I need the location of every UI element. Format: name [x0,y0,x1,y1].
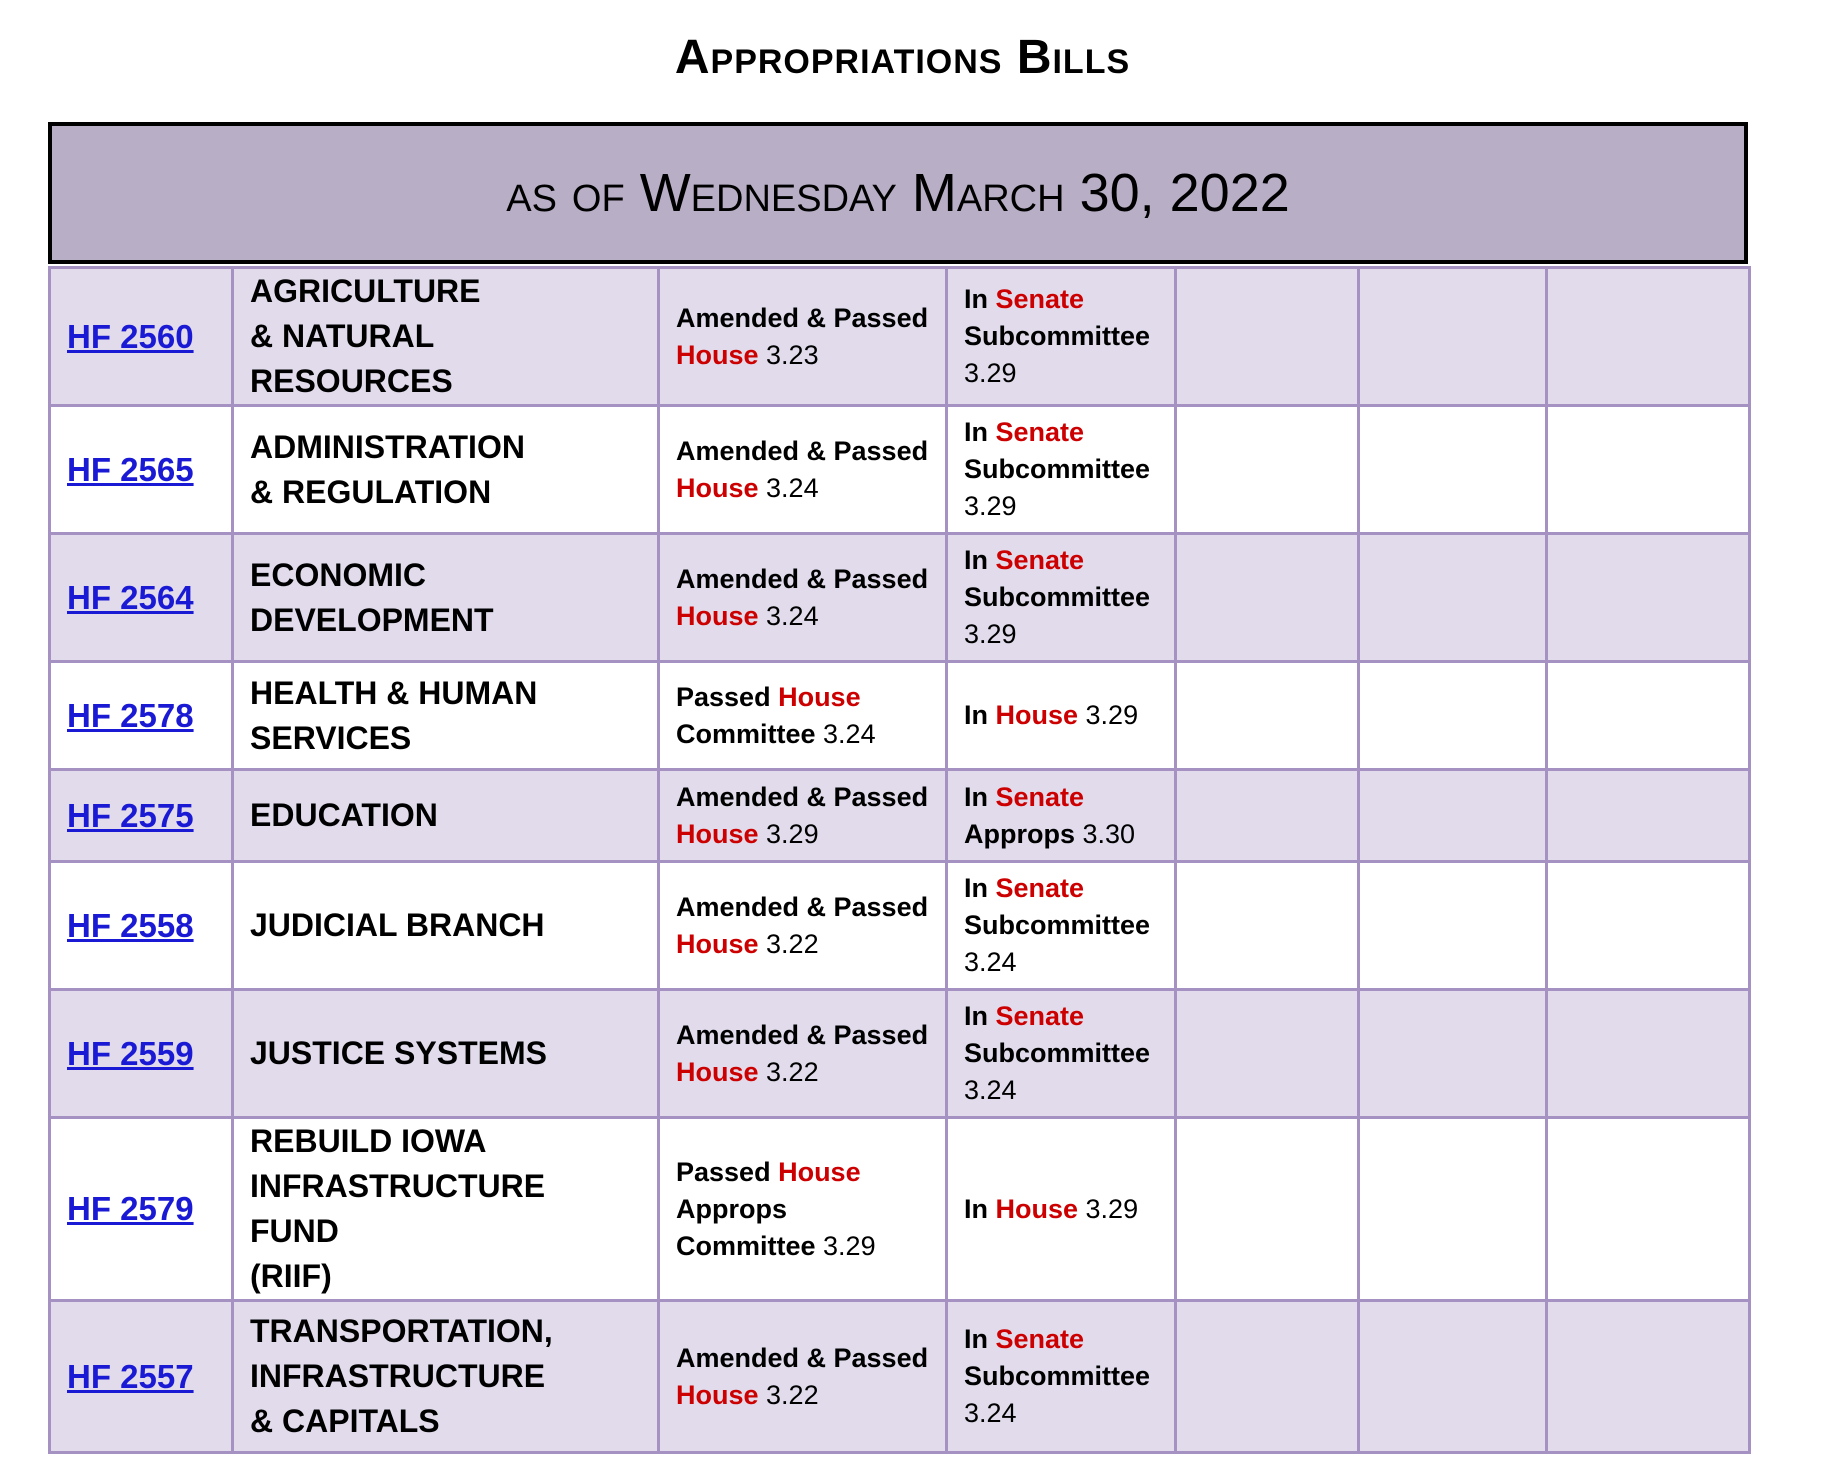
empty-status-cell [1176,662,1359,770]
house-status-part: 3.29 [823,1230,876,1261]
empty-status-cell [1547,268,1750,406]
bill-name: REBUILD IOWA INFRASTRUCTURE FUND (RIIF) [233,1118,659,1301]
house-status-part: Passed [676,681,779,712]
house-status-part: Amended & Passed [676,435,929,466]
senate-status-part: In [964,1193,996,1224]
senate-status-part: Approps [964,818,1083,849]
table-row [50,862,1750,990]
bill-id-cell [50,770,233,862]
house-status-part: House [676,1056,759,1087]
empty-status-cell [1547,770,1750,862]
senate-status [947,534,1176,662]
bill-link[interactable]: HF 2564 [67,578,194,616]
table-row [50,406,1750,534]
bill-name: HEALTH & HUMAN SERVICES [233,662,659,770]
senate-status-part: In [964,700,996,730]
house-status [659,862,947,990]
bill-link[interactable]: HF 2560 [67,317,194,355]
bill-link[interactable]: HF 2575 [67,796,194,834]
senate-status-part: Subcommittee [964,582,1151,612]
house-status-part: Amended & Passed [676,1019,929,1050]
house-status-part: House [676,339,759,370]
house-status-part: Approps Committee [676,1193,824,1261]
senate-status-part: Senate [995,417,1085,447]
table-row [50,1301,1750,1453]
empty-status-cell [1176,1118,1359,1301]
house-status-part: 3.22 [758,1379,819,1410]
empty-status-cell [1359,406,1547,534]
senate-status [947,770,1176,862]
bill-link[interactable]: HF 2558 [67,906,194,944]
bill-link[interactable]: HF 2578 [67,696,194,734]
senate-status-part: 3.29 [964,491,1017,521]
senate-status [947,1301,1176,1453]
table-row [50,1118,1750,1301]
senate-status-part: Subcommittee [964,321,1151,351]
empty-status-cell [1176,862,1359,990]
house-status-part: 3.24 [823,718,876,749]
table-row [50,662,1750,770]
empty-status-cell [1176,406,1359,534]
empty-status-cell [1547,1118,1750,1301]
house-status-part: Committee [676,718,824,749]
table-row [50,268,1750,406]
bill-id-cell [50,406,233,534]
house-status-part: Amended & Passed [676,781,929,812]
house-status [659,1301,947,1453]
senate-status [947,990,1176,1118]
bill-name: ECONOMIC DEVELOPMENT [233,534,659,662]
senate-status-part: 3.30 [1082,818,1136,849]
senate-status [947,862,1176,990]
house-status [659,990,947,1118]
senate-status-part: 3.24 [964,1398,1017,1428]
senate-status [947,1118,1176,1301]
empty-status-cell [1547,1301,1750,1453]
house-status-part: 3.24 [758,600,819,631]
house-status [659,268,947,406]
senate-status-part: In [964,1324,996,1354]
empty-status-cell [1359,990,1547,1118]
table-row [50,534,1750,662]
house-status-part: House [676,928,759,959]
empty-status-cell [1359,1301,1547,1453]
house-status [659,534,947,662]
senate-status [947,406,1176,534]
empty-status-cell [1176,770,1359,862]
house-status-part: Amended & Passed [676,302,929,333]
senate-status-part: Subcommittee [964,1038,1151,1068]
senate-status-part: In [964,873,996,903]
bill-id-cell [50,1118,233,1301]
empty-status-cell [1547,662,1750,770]
bill-id-cell [50,534,233,662]
house-status-part: House [676,818,759,849]
senate-status-part: In [964,1001,996,1031]
senate-status-part: Senate [995,1324,1085,1354]
senate-status-part: 3.29 [964,358,1017,388]
empty-status-cell [1547,534,1750,662]
senate-status-part: In [964,417,996,447]
senate-status-part: 3.24 [964,947,1017,977]
senate-status-part: Senate [995,284,1085,314]
senate-status-part: Subcommittee [964,1361,1151,1391]
house-status-part: 3.23 [758,339,819,370]
bill-name: AGRICULTURE & NATURAL RESOURCES [233,268,659,406]
house-status-part: Amended & Passed [676,1342,929,1373]
empty-status-cell [1359,268,1547,406]
table-row [50,770,1750,862]
bill-id-cell [50,990,233,1118]
table-row [50,990,1750,1118]
senate-status [947,662,1176,770]
empty-status-cell [1359,662,1547,770]
bill-name: TRANSPORTATION, INFRASTRUCTURE & CAPITALS [233,1301,659,1453]
house-status-part: 3.22 [758,1056,819,1087]
bill-id-cell [50,1301,233,1453]
bill-link[interactable]: HF 2557 [67,1357,194,1395]
senate-status-part: In [964,284,996,314]
house-status-part: Passed [676,1156,779,1187]
house-status [659,1118,947,1301]
senate-status-part: Senate [995,545,1085,575]
bills-table [48,266,1751,1454]
empty-status-cell [1547,406,1750,534]
page-title: Appropriations Bills [674,31,1131,84]
bill-name: JUSTICE SYSTEMS [233,990,659,1118]
house-status-part: 3.22 [758,928,819,959]
house-status-part: 3.29 [758,818,819,849]
empty-status-cell [1547,990,1750,1118]
bill-name: EDUCATION [233,770,659,862]
senate-status-part: 3.29 [964,619,1017,649]
senate-status-part: Subcommittee [964,910,1151,940]
empty-status-cell [1176,268,1359,406]
senate-status-part: 3.29 [1078,700,1139,730]
bill-link[interactable]: HF 2579 [67,1190,194,1227]
empty-status-cell [1176,534,1359,662]
bill-name: ADMINISTRATION & REGULATION [233,406,659,534]
house-status-part: Amended & Passed [676,891,929,922]
senate-status-part: In [964,545,996,575]
bill-id-cell [50,662,233,770]
house-status-part: House [676,472,759,503]
house-status-part: Amended & Passed [676,563,929,594]
house-status-part: House [676,1379,759,1410]
bill-link[interactable]: HF 2559 [67,1034,194,1072]
bill-id-cell [50,268,233,406]
senate-status [947,268,1176,406]
house-status-part: House [778,1156,861,1187]
senate-status-part: 3.29 [1078,1193,1139,1224]
bill-name: JUDICIAL BRANCH [233,862,659,990]
empty-status-cell [1359,862,1547,990]
house-status [659,406,947,534]
senate-status-part: Subcommittee [964,454,1151,484]
bill-link[interactable]: HF 2565 [67,450,194,488]
house-status [659,770,947,862]
senate-status-part: House [995,1193,1079,1224]
house-status-part: House [676,600,759,631]
house-status-part: House [778,681,861,712]
house-status-part: 3.24 [758,472,819,503]
house-status [659,662,947,770]
senate-status-part: In [964,781,996,812]
bill-id-cell [50,862,233,990]
senate-status-part: 3.24 [964,1075,1017,1105]
empty-status-cell [1359,1118,1547,1301]
senate-status-part: Senate [995,781,1085,812]
empty-status-cell [1359,770,1547,862]
senate-status-part: Senate [995,1001,1085,1031]
senate-status-part: Senate [995,873,1085,903]
senate-status-part: House [995,700,1079,730]
empty-status-cell [1176,1301,1359,1453]
empty-status-cell [1547,862,1750,990]
empty-status-cell [1176,990,1359,1118]
status-date-banner: as of Wednesday March 30, 2022 [48,122,1748,264]
empty-status-cell [1359,534,1547,662]
